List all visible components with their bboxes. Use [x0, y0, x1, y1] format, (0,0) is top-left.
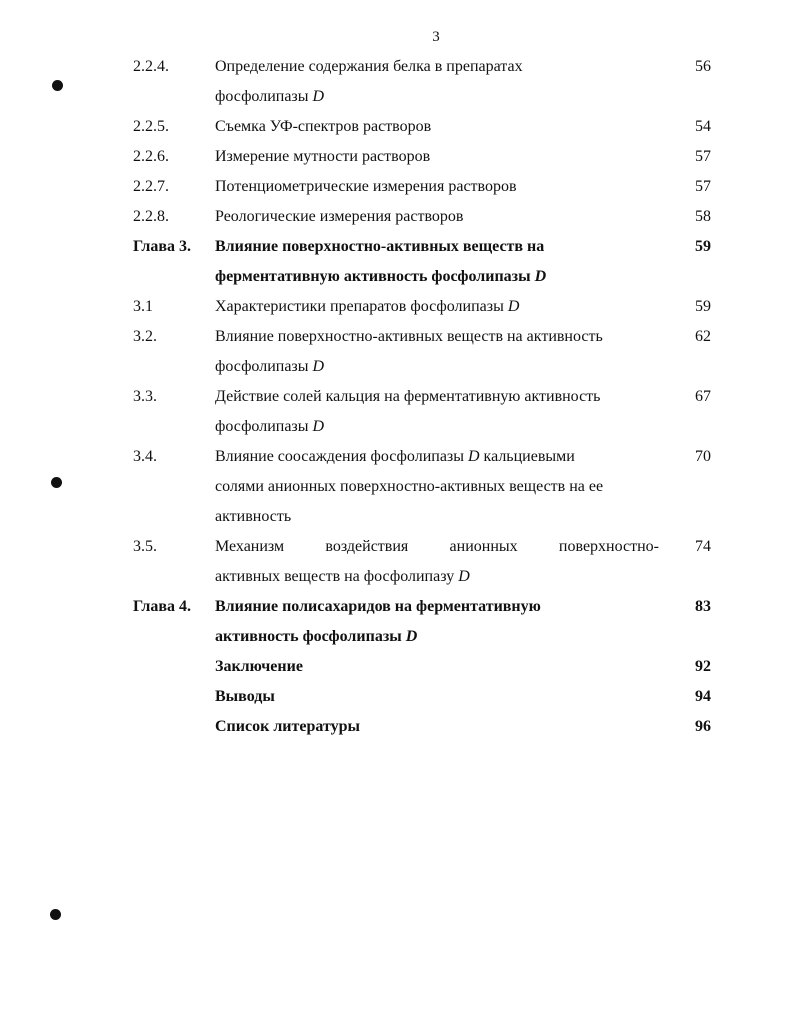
toc-entry-number: 3.2. — [133, 328, 157, 345]
toc-entry-page: 74 — [695, 538, 711, 555]
toc-entry — [133, 172, 711, 202]
toc-entry-title — [215, 52, 659, 112]
toc-entry — [133, 592, 711, 652]
italic-letter: D — [534, 268, 547, 285]
toc-entry — [133, 532, 711, 592]
toc-entry-number: 3.4. — [133, 448, 157, 465]
toc-title-line: Выводы — [215, 688, 275, 705]
toc-entry — [133, 52, 711, 112]
toc-entry-title — [215, 652, 659, 682]
punch-hole-mark — [52, 80, 63, 91]
toc-entry — [133, 712, 711, 742]
toc-entry-title — [215, 322, 659, 382]
italic-letter: D — [312, 418, 325, 435]
toc-entry-number: Глава 4. — [133, 598, 191, 615]
toc-entry-page: 83 — [695, 598, 711, 615]
toc-entry-number: 2.2.4. — [133, 58, 169, 75]
toc-title-line: ферментативную активность фосфолипазы D — [215, 268, 547, 285]
toc-entry-title — [215, 142, 659, 172]
toc-entry-number: 2.2.5. — [133, 118, 169, 135]
toc-entry-number: 3.3. — [133, 388, 157, 405]
toc-title-line: Влияние соосаждения фосфолипазы D кальциевыми — [215, 448, 575, 465]
toc-entry-number: 2.2.8. — [133, 208, 169, 225]
toc-entry-page: 67 — [695, 388, 711, 405]
italic-letter: D — [405, 628, 418, 645]
toc-title-line: Заключение — [215, 658, 303, 675]
toc-title-line: активность — [215, 508, 292, 525]
toc-title-line: фосфолипазы D — [215, 358, 325, 375]
toc-title-line: Влияние поверхностно-активных веществ на активность — [215, 328, 603, 345]
toc-title-line: солями анионных поверхностно-активных веществ на ее — [215, 478, 604, 495]
toc-title-line: Определение содержания белка в препаратах — [215, 58, 523, 75]
toc-entry — [133, 232, 711, 292]
toc-entry-number: 3.1 — [133, 298, 153, 315]
toc-entry — [133, 292, 711, 322]
toc-entry-number: Глава 3. — [133, 238, 191, 255]
page-number: 3 — [432, 29, 440, 45]
toc-entry-page: 70 — [695, 448, 711, 465]
toc-entry-title — [215, 442, 659, 532]
toc-title-line: Список литературы — [215, 718, 360, 735]
toc-entry — [133, 652, 711, 682]
toc-title-line: фосфолипазы D — [215, 88, 325, 105]
toc-entry-page: 56 — [695, 58, 711, 75]
italic-letter: D — [312, 88, 325, 105]
toc-entry-page: 58 — [695, 208, 711, 225]
toc-title-line: Съемка УФ-спектров растворов — [215, 118, 432, 135]
toc-entry-page: 94 — [695, 688, 711, 705]
toc-entry-title — [215, 202, 659, 232]
toc-entry — [133, 112, 711, 142]
toc-title-line: активность фосфолипазы D — [215, 628, 418, 645]
toc-entry-number: 2.2.7. — [133, 178, 169, 195]
toc-entry-title — [215, 172, 659, 202]
toc-entry — [133, 442, 711, 532]
toc-entry-page: 59 — [695, 238, 711, 255]
toc-entry-number: 3.5. — [133, 538, 157, 555]
toc-entry-page: 57 — [695, 178, 711, 195]
toc-entry-title — [215, 112, 659, 142]
toc-entry-title — [215, 232, 659, 292]
toc-title-line: активных веществ на фосфолипазу D — [215, 568, 470, 585]
table-of-contents — [133, 52, 711, 742]
toc-title-line: Характеристики препаратов фосфолипазы D — [215, 298, 520, 315]
toc-entry — [133, 142, 711, 172]
toc-entry-number: 2.2.6. — [133, 148, 169, 165]
punch-hole-mark — [50, 909, 61, 920]
toc-entry-page: 92 — [695, 658, 711, 675]
toc-entry — [133, 322, 711, 382]
toc-title-line: Измерение мутности растворов — [215, 148, 431, 165]
italic-letter: D — [507, 298, 520, 315]
toc-title-line: фосфолипазы D — [215, 418, 325, 435]
toc-entry — [133, 382, 711, 442]
toc-entry-title — [215, 712, 659, 742]
punch-hole-mark — [51, 477, 62, 488]
toc-entry-title — [215, 292, 659, 322]
italic-letter: D — [312, 358, 325, 375]
toc-entry-page: 57 — [695, 148, 711, 165]
toc-entry-title — [215, 532, 659, 592]
toc-entry — [133, 202, 711, 232]
toc-entry-page: 59 — [695, 298, 711, 315]
italic-letter: D — [467, 448, 480, 465]
toc-title-line: Влияние полисахаридов на ферментативную — [215, 598, 541, 615]
toc-entry-page: 96 — [695, 718, 711, 735]
toc-entry — [133, 682, 711, 712]
italic-letter: D — [458, 568, 470, 585]
toc-title-line: Реологические измерения растворов — [215, 208, 464, 225]
toc-entry-page: 62 — [695, 328, 711, 345]
toc-entry-title — [215, 682, 659, 712]
toc-title-line: Потенциометрические измерения растворов — [215, 178, 517, 195]
toc-title-line: Механизм воздействия анионных поверхностно- — [215, 538, 659, 555]
toc-title-line: Влияние поверхностно-активных веществ на — [215, 238, 545, 255]
toc-entry-title — [215, 382, 659, 442]
toc-title-line: Действие солей кальция на ферментативную активность — [215, 388, 601, 405]
toc-entry-title — [215, 592, 659, 652]
toc-entry-page: 54 — [695, 118, 711, 135]
